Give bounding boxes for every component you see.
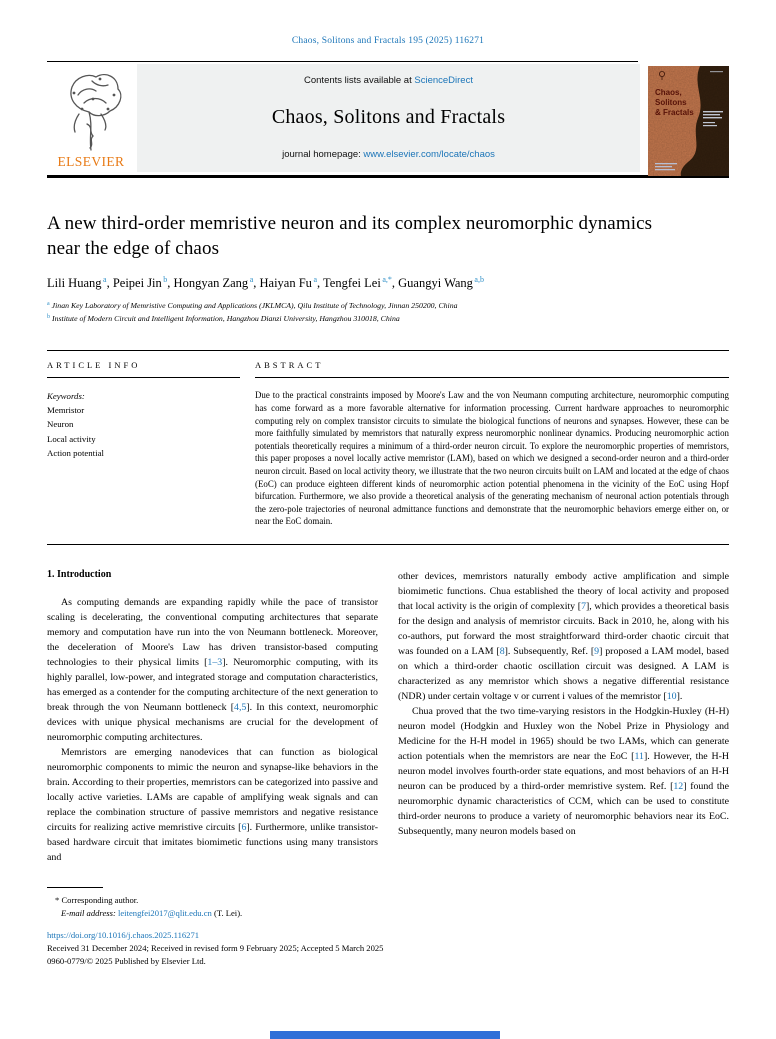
author: Peipei Jin $^b$	[112, 275, 168, 291]
doi-link[interactable]: https://doi.org/10.1016/j.chaos.2025.116271	[47, 929, 200, 940]
journal-title: Chaos, Solitons and Fractals	[271, 106, 506, 128]
cover-title-line1: Chaos,	[655, 88, 682, 97]
elsevier-logo[interactable]	[47, 64, 135, 172]
body-paragraph: other devices, memristors naturally embody active amplification and simple biomimetic functions. Chua established the theory of local activity and proposed that local activity is the origin of complexity [7], which provides a theoretical basis for the design and analysis of memristor circuits. Back in 2010, he, along with his co-authors, put forward the most straightforward third-order chaotic circuit that was founded on a LAM [8]. Subsequently, Ref. [9] proposed a LAM model, based on which a third-order chaotic oscillation circuit was designed. A LAM is characterized as any memristor which shows a negative differential resistance (NDR) under certain voltage v or current i values of the memristor [10].	[398, 570, 730, 702]
header-top-divider	[47, 61, 638, 62]
keywords-label: Keywords:	[47, 391, 85, 402]
footnote-block	[47, 887, 729, 920]
affiliation: $^b$ Institute of Modern Circuit and Intelligent Information, Hangzhou Dianzi University, Hangzhou 310018, China	[47, 313, 400, 323]
body-columns	[47, 569, 729, 865]
contents-label: Contents lists available at	[304, 75, 412, 86]
keyword: Neuron	[47, 419, 74, 430]
email-label: E-mail address:	[61, 907, 116, 918]
abstract-heading: ABSTRACT	[255, 360, 729, 378]
journal-banner	[137, 64, 640, 172]
abstract-column	[255, 360, 729, 528]
affiliation-list	[47, 300, 729, 325]
info-abstract-block	[47, 350, 729, 545]
abstract-text: Due to the practical constraints imposed by Moore's Law and the von Neumann computing architecture, neuromorphic computing has come forward as a more favorable alternative for information processing. Current hardware approaches to neuromorphic computing rely on complex transistor circuits to simulate the biological functions of neurons and synapses. However, these can be more faithfully simulated by memristors that naturally express neuromorphic nonlinear dynamics. Producing neuromorphic action potentials theoretically requires a minimum of a third-order neuron circuit. To explore the neuromorphic properties of memristors, this paper proposes a novel locally active memristor (LAM), based on which we designed a second-order neuron and a third-order neuron circuit. Based on local activity theory, we illustrate that the two neuron circuits built on LAM and located at the edge of chaos (EoC) can produce eighteen different kinds of neuromorphic action potential phenomena in the vicinity of the EoC using Hopf bifurcation. Furthermore, we also provide a theoretical analysis of the generating mechanism of neuronal action potentials through the zero-pole trajectories of neuronal admittance functions and demonstrate that the neuromorphic behaviors emerge either on, or near the EoC domain.	[255, 390, 729, 527]
homepage-line	[137, 149, 640, 160]
section-heading: 1. Introduction	[47, 568, 112, 580]
affiliation: $^a$ Jinan Key Laboratory of Memristive Computing and Applications (JKLMCA), Qilu Institute of Technology, Jinnan 250200, China	[47, 301, 458, 311]
received-dates: Received 31 December 2024; Received in revised form 9 February 2025; Accepted 5 March 2025	[47, 942, 384, 953]
article-info-column	[47, 360, 240, 528]
article-title: A new third-order memristive neuron and its complex neuromorphic dynamics near the edge of chaos	[47, 213, 653, 260]
right-column-paragraphs	[398, 569, 729, 839]
sciencedirect-link[interactable]: ScienceDirect	[414, 75, 473, 86]
viewer-progress-bar	[270, 1031, 500, 1039]
right-column	[398, 569, 729, 865]
author: Lili Huang $^a$	[47, 275, 107, 291]
elsevier-tree-icon	[49, 66, 133, 154]
keyword: Action potential	[47, 447, 104, 458]
author: Hongyan Zang $^a$	[173, 275, 254, 291]
author-list: Lili Huang $^a$, Peipei Jin $^b$, Hongyan Zang $^a$, Haiyan Fu $^a$, Tengfei Lei $^{a,*}$, Guangyi Wang $^{a,b}$	[47, 275, 484, 291]
journal-homepage-link[interactable]: www.elsevier.com/locate/chaos	[363, 149, 495, 160]
article-info-heading: ARTICLE INFO	[47, 360, 240, 378]
body-paragraph: Memristors are emerging nanodevices that can function as biological neuromorphic components to mimic the neuron and synapse-like behaviors in the brain. According to their properties, memristors can be categorized into passive and locally active varieties. LAMs are capable of amplifying weak signals and can replace the combination structure of passive memristors and negative resistance circuits for realizing active memristive circuits [6]. Furthermore, unlike transistor-based hardware circuit that imitates biomimetic functions using many transistors and	[47, 746, 378, 863]
left-column-paragraphs	[47, 595, 378, 865]
corresponding-label: Corresponding author.	[61, 894, 139, 905]
copyright-line: 0960-0779/© 2025 Published by Elsevier Ltd.	[47, 956, 206, 967]
author: Haiyan Fu $^a$	[259, 275, 317, 291]
email-link[interactable]: leitengfei2017@qlit.edu.cn	[117, 907, 212, 918]
body-paragraph: Chua proved that the two time-varying resistors in the Hodgkin-Huxley (H-H) neuron model (Hodgkin and Huxley won the Nobel Prize in Physiology and Medicine for the H-H model in 1965) should be two LAMs, which can generate action potentials when the memristors are near the EoC [11]. However, the H-H neuron model involves fourth-order state equations, and most behaviors of an H-H neuron can be produced by a third-order memristive system. Ref. [12] found the neuromorphic dynamic characteristics of CCM, which can be used to constitute third-order neurons to produce a variety of neuromorphic behaviors near its EoC. Subsequently, many neuron models based on	[398, 705, 729, 837]
keyword-list	[47, 403, 240, 459]
journal-cover-thumbnail[interactable]	[648, 66, 729, 176]
body-paragraph: As computing demands are expanding rapidly while the pace of transistor scaling is decelerating, the conventional computing architectures that separate memory and computation have run into the von Neumann bottleneck. Moreover, the deceleration of Moore's Law has driven transistor-based computing technologies to their physical limits [1–3]. Neuromorphic computing, with its highly parallel, low-power, and integrated storage and computation characteristics, has emerged as a contender for the computing architecture of the next generation to break through the von Neumann bottleneck [4,5]. In this context, neuromorphic devices with unique physical mechanisms are crucial for the development of neuromorphic computing architectures.	[47, 596, 378, 743]
email-suffix: (T. Lei).	[213, 907, 243, 918]
journal-citation: Chaos, Solitons and Fractals 195 (2025) 116271	[291, 36, 485, 46]
elsevier-wordmark: ELSEVIER	[57, 154, 125, 169]
header-bottom-divider	[47, 175, 729, 178]
cover-title-line2: Solitons	[655, 98, 687, 107]
keyword: Local activity	[47, 433, 96, 444]
footer-block	[47, 929, 729, 969]
corresponding-author-note	[47, 894, 729, 907]
cover-title-line3: & Fractals	[655, 108, 694, 117]
author: Tengfei Lei $^{a,*}$	[323, 275, 392, 291]
footnote-star: *	[55, 894, 60, 905]
author: Guangyi Wang $^{a,b}$	[398, 275, 484, 291]
left-column	[47, 569, 378, 865]
journal-header	[47, 64, 729, 172]
homepage-label: journal homepage:	[282, 149, 361, 160]
keyword: Memristor	[47, 405, 85, 416]
contents-line	[137, 75, 640, 86]
footnote-divider	[47, 887, 103, 888]
email-line	[47, 907, 729, 920]
